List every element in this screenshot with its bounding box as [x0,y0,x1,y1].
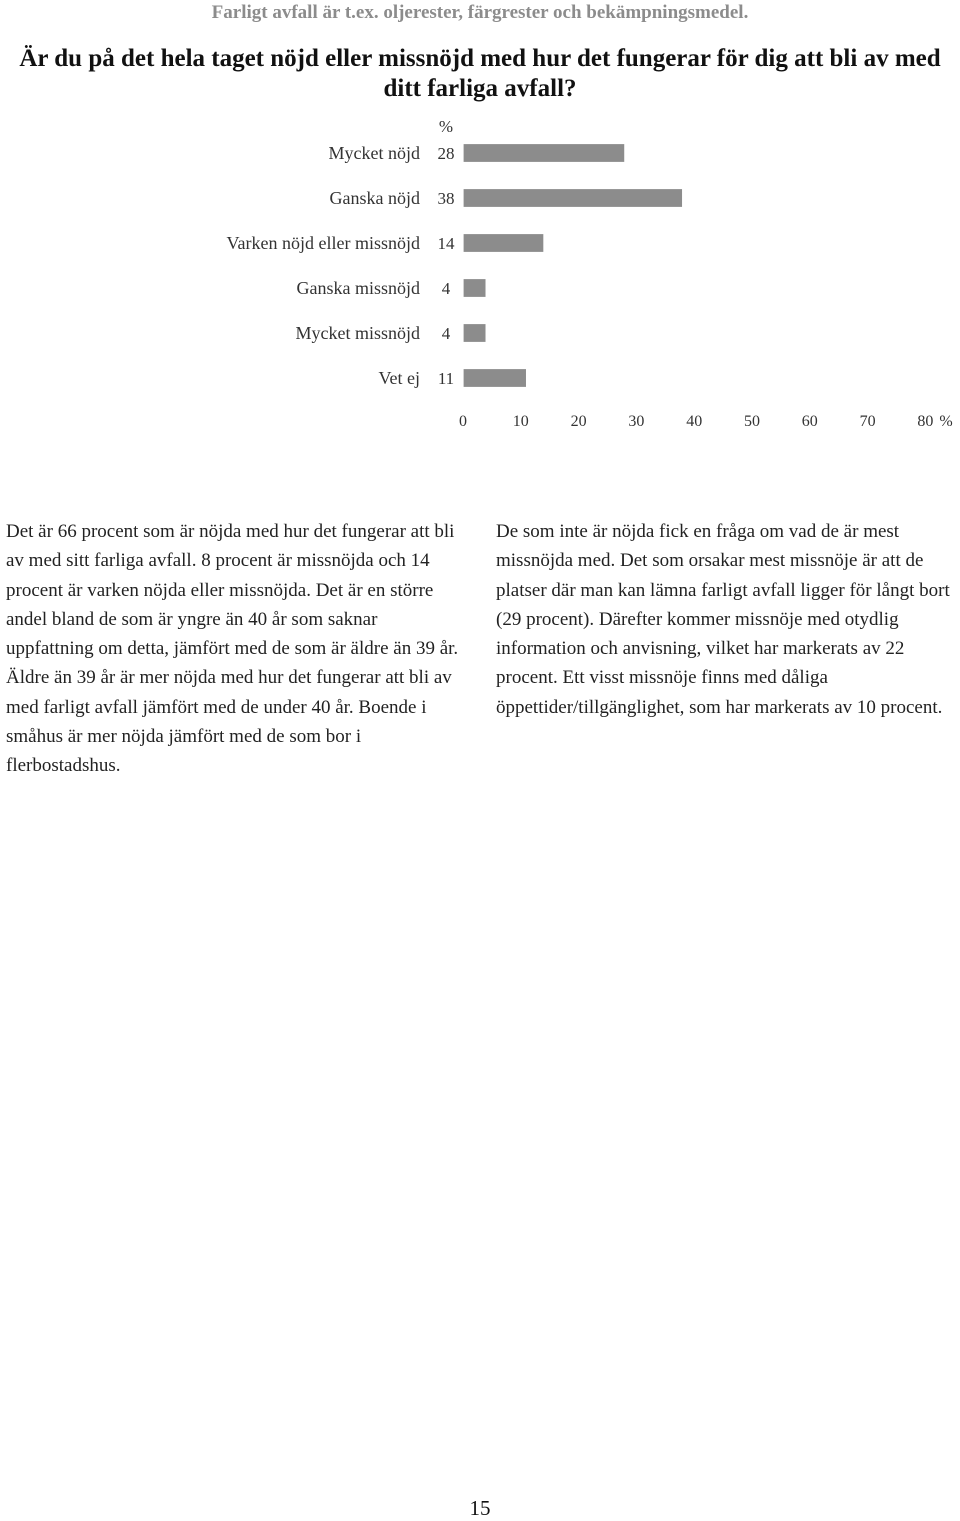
percent-column-header: % [438,117,454,136]
x-tick-label: 40 [686,413,703,430]
x-tick-label: 10 [512,413,529,430]
value-label: 4 [441,324,451,343]
value-label: 14 [437,234,455,253]
category-label: Mycket missnöjd [295,323,420,343]
value-label: 4 [441,279,451,298]
x-tick-label: 70 [859,413,876,430]
satisfaction-bar-chart [0,100,960,440]
x-tick-label: 30 [628,413,645,430]
x-tick-label: 0 [459,413,467,430]
x-tick-label: 60 [801,413,818,430]
x-tick-label: 80 [917,413,934,430]
right-text-column: De som inte är nöjda fick en fråga om vad de är mest missnöjda med. Det som orsakar mest missnöje är att de platser där man kan lämna farligt avfall ligger för långt bort (29 procent). Därefter kommer missnöje med otydlig information och anvisning, vilket har markerats av 22 procent. Ett visst missnöje finns med dåliga öppettider/tillgänglighet, som har markerats av 10 procent. [496,521,950,718]
left-text-column: Det är 66 procent som är nöjda med hur det fungerar att bli av med sitt farliga avfall. 8 procent är missnöjda och 14 procent är varken nöjda eller missnöjda. Det är en större andel bland de som är yngre än 40 år som saknar uppfattning om detta, jämfört med de som är äldre än 39 år. Äldre än 39 år är mer nöjda med hur det fungerar att bli av med farligt avfall jämfört med de under 40 år. Boende i småhus är mer nöjda jämfört med de som bor i flerbostadshus. [6,521,459,777]
category-label: Vet ej [378,368,420,388]
bar [463,279,486,298]
category-label: Mycket nöjd [328,143,420,163]
bar [463,234,544,253]
value-label: 11 [437,369,455,388]
x-tick-label: 50 [744,413,760,430]
bar [463,369,527,388]
section-subtitle: Farligt avfall är t.ex. oljerester, färgrester och bekämpningsmedel. [211,2,749,23]
x-axis-unit: % [939,413,953,430]
bar [463,189,683,208]
x-tick-label: 20 [570,413,587,430]
survey-question-title: Är du på det hela taget nöjd eller missnöjd med hur det fungerar för dig att bli av med ditt farliga avfall? [19,45,941,102]
page-number: 15 [469,1496,491,1520]
bar [463,144,625,163]
bar [463,324,486,343]
category-label: Ganska nöjd [329,188,420,208]
value-label: 38 [437,189,455,208]
category-label: Ganska missnöjd [296,278,420,298]
category-label: Varken nöjd eller missnöjd [226,233,420,253]
value-label: 28 [437,144,455,163]
